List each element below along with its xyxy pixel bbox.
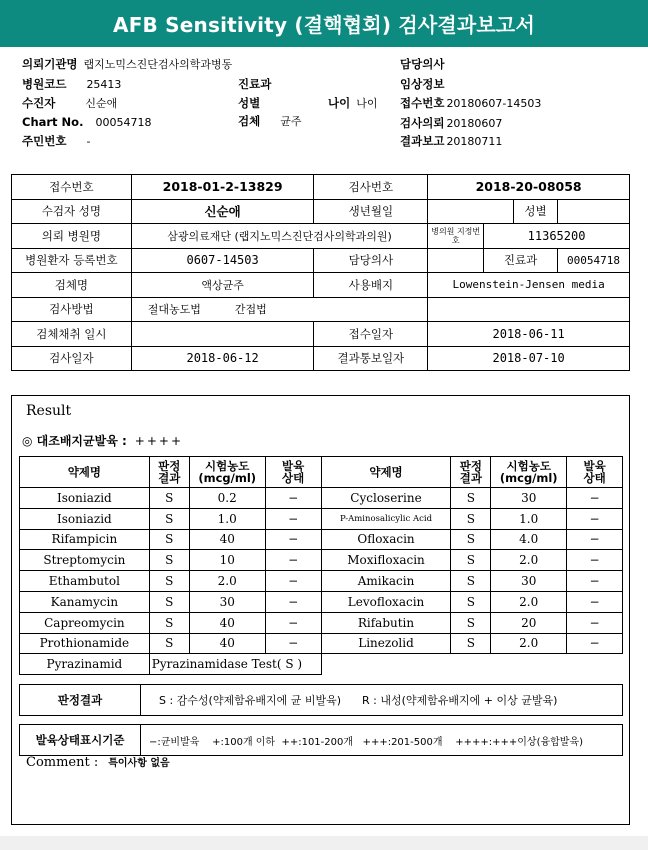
collect-label: 검체채취 일시 bbox=[12, 322, 132, 347]
growth-status: − bbox=[567, 612, 623, 633]
judge-result: S bbox=[451, 529, 491, 550]
hdr-request: 검사의뢰 20180607 bbox=[400, 116, 503, 130]
drug-name: Ofloxacin bbox=[321, 529, 451, 550]
drug-name: Isoniazid bbox=[20, 508, 150, 529]
judge-header-2: 판정 결과 bbox=[451, 457, 491, 488]
hdr-rrn: 주민번호 - bbox=[22, 134, 91, 148]
pza-value: Pyrazinamidase Test( S ) bbox=[149, 654, 321, 675]
specimen-name: 액상균주 bbox=[131, 273, 314, 298]
test-concentration: 30 bbox=[491, 488, 567, 509]
received-label: 접수일자 bbox=[314, 322, 428, 347]
hdr-chart: Chart No. 00054718 bbox=[22, 115, 152, 129]
growth-status: − bbox=[567, 508, 623, 529]
judge-legend-text: S : 감수성(약제함유배지에 균 비발육) R : 내성(약제함유배지에 + 이상 균발육) bbox=[141, 685, 623, 716]
test-concentration: 2.0 bbox=[491, 550, 567, 571]
test-concentration: 30 bbox=[189, 591, 265, 612]
sensitivity-table bbox=[19, 456, 623, 675]
drug-name: Cycloserine bbox=[321, 488, 451, 509]
result-label: Result bbox=[26, 403, 72, 419]
judge-result: S bbox=[451, 571, 491, 592]
name-label: 수검자 성명 bbox=[12, 199, 132, 224]
judge-legend-label: 판정결과 bbox=[20, 685, 141, 716]
exam-date: 2018-06-12 bbox=[131, 346, 314, 371]
growth-status: − bbox=[567, 571, 623, 592]
test-concentration: 2.0 bbox=[189, 571, 265, 592]
judge-result: S bbox=[451, 488, 491, 509]
test-concentration: 40 bbox=[189, 612, 265, 633]
hdr-clinical: 임상정보 bbox=[400, 77, 445, 91]
judge-result: S bbox=[451, 550, 491, 571]
hdr-patient: 수진자 신순애 bbox=[22, 96, 118, 110]
drug-row bbox=[20, 633, 623, 654]
drug-row bbox=[20, 529, 623, 550]
hdr-hospital: 의뢰기관명 랩지노믹스진단검사의학과병동 bbox=[22, 57, 233, 71]
drug-row bbox=[20, 488, 623, 509]
growth-status: − bbox=[265, 591, 321, 612]
growth-status: − bbox=[265, 488, 321, 509]
method-label: 검사방법 bbox=[12, 297, 132, 322]
test-concentration: 2.0 bbox=[491, 591, 567, 612]
drug-name: Levofloxacin bbox=[321, 591, 451, 612]
exam-no-label: 검사번호 bbox=[314, 175, 428, 200]
judge-result: S bbox=[149, 571, 189, 592]
hdr-code: 병원코드 25413 bbox=[22, 77, 122, 91]
legend-table bbox=[19, 684, 623, 756]
patient-name: 신순애 bbox=[131, 199, 314, 224]
test-concentration: 1.0 bbox=[491, 508, 567, 529]
hdr-specimen: 검체 균주 bbox=[238, 114, 302, 128]
test-concentration: 4.0 bbox=[491, 529, 567, 550]
judge-result: S bbox=[451, 612, 491, 633]
judge-result: S bbox=[451, 633, 491, 654]
hdr-doctor: 담당의사 bbox=[400, 57, 445, 71]
receipt-no: 2018-01-2-13829 bbox=[131, 175, 314, 200]
growth-status: − bbox=[265, 508, 321, 529]
drug-row bbox=[20, 508, 623, 529]
growth-status: − bbox=[567, 488, 623, 509]
dept-label: 진료과 bbox=[484, 248, 558, 273]
test-concentration: 2.0 bbox=[491, 633, 567, 654]
judge-result: S bbox=[149, 529, 189, 550]
growth-status: − bbox=[567, 529, 623, 550]
judge-header: 판정 결과 bbox=[149, 457, 189, 488]
growth-status: − bbox=[567, 591, 623, 612]
received-date: 2018-06-11 bbox=[428, 322, 630, 347]
drug-row bbox=[20, 550, 623, 571]
reg-label: 병원환자 등록번호 bbox=[12, 248, 132, 273]
hdr-sex: 성별 bbox=[238, 96, 261, 110]
hdr-dept: 진료과 bbox=[238, 77, 272, 91]
growth-status: − bbox=[567, 633, 623, 654]
patient-info-table bbox=[11, 174, 630, 371]
hospital-name: 삼광의료재단 (랩지노믹스진단검사의학과의원) bbox=[131, 224, 427, 249]
designated-label: 병의원 지정번호 bbox=[428, 224, 484, 249]
notify-date: 2018-07-10 bbox=[428, 346, 630, 371]
drug-header-2: 약제명 bbox=[321, 457, 451, 488]
judge-result: S bbox=[149, 591, 189, 612]
hdr-receipt: 접수번호 20180607-14503 bbox=[400, 96, 542, 110]
control-growth: ◎ 대조배지균발육 : ++++ bbox=[22, 434, 183, 448]
test-concentration: 20 bbox=[491, 612, 567, 633]
bottom-bar bbox=[0, 836, 648, 850]
judge-result: S bbox=[149, 633, 189, 654]
growth-status: − bbox=[265, 612, 321, 633]
growth-status: − bbox=[265, 571, 321, 592]
conc-header: 시험농도 (mcg/ml) bbox=[189, 457, 265, 488]
doctor-label: 담당의사 bbox=[314, 248, 428, 273]
drug-header: 약제명 bbox=[20, 457, 150, 488]
sex-value bbox=[557, 199, 629, 224]
sex-label: 성별 bbox=[514, 199, 558, 224]
test-concentration: 0.2 bbox=[189, 488, 265, 509]
method-blank bbox=[428, 297, 630, 322]
drug-name: Capreomycin bbox=[20, 612, 150, 633]
receipt-no-label: 접수번호 bbox=[12, 175, 132, 200]
media-label: 사용배지 bbox=[314, 273, 428, 298]
test-concentration: 40 bbox=[189, 633, 265, 654]
drug-name: Kanamycin bbox=[20, 591, 150, 612]
drug-row bbox=[20, 571, 623, 592]
drug-row bbox=[20, 612, 623, 633]
judge-result: S bbox=[149, 612, 189, 633]
growth-legend-label: 발육상태표시기준 bbox=[20, 725, 141, 756]
growth-header-2: 발육 상태 bbox=[567, 457, 623, 488]
growth-status: − bbox=[567, 550, 623, 571]
judge-result: S bbox=[149, 550, 189, 571]
exam-no: 2018-20-08058 bbox=[428, 175, 630, 200]
method-value: 절대농도법 간접법 bbox=[131, 297, 427, 322]
test-concentration: 30 bbox=[491, 571, 567, 592]
drug-name: Rifabutin bbox=[321, 612, 451, 633]
drug-name: Ethambutol bbox=[20, 571, 150, 592]
growth-header: 발육 상태 bbox=[265, 457, 321, 488]
birth-label: 생년월일 bbox=[314, 199, 428, 224]
test-concentration: 1.0 bbox=[189, 508, 265, 529]
growth-status: − bbox=[265, 550, 321, 571]
exam-date-label: 검사일자 bbox=[12, 346, 132, 371]
doctor-value bbox=[428, 248, 484, 273]
drug-name: Amikacin bbox=[321, 571, 451, 592]
drug-name: P-Aminosalicylic Acid bbox=[321, 508, 451, 529]
collect-value bbox=[131, 322, 314, 347]
drug-name: Streptomycin bbox=[20, 550, 150, 571]
dept-value: 00054718 bbox=[557, 248, 629, 273]
growth-status: − bbox=[265, 633, 321, 654]
hospital-label: 의뢰 병원명 bbox=[12, 224, 132, 249]
pza-label: Pyrazinamid bbox=[20, 654, 150, 675]
growth-status: − bbox=[265, 529, 321, 550]
drug-name: Prothionamide bbox=[20, 633, 150, 654]
media-name: Lowenstein-Jensen media bbox=[428, 273, 630, 298]
judge-result: S bbox=[149, 488, 189, 509]
drug-name: Moxifloxacin bbox=[321, 550, 451, 571]
reg-no: 0607-14503 bbox=[131, 248, 314, 273]
notify-label: 결과통보일자 bbox=[314, 346, 428, 371]
drug-row bbox=[20, 591, 623, 612]
test-concentration: 40 bbox=[189, 529, 265, 550]
judge-result: S bbox=[149, 508, 189, 529]
sensitivity-header bbox=[20, 457, 623, 488]
judge-result: S bbox=[451, 591, 491, 612]
test-concentration: 10 bbox=[189, 550, 265, 571]
judge-result: S bbox=[451, 508, 491, 529]
conc-header-2: 시험농도 (mcg/ml) bbox=[491, 457, 567, 488]
pza-blank bbox=[321, 654, 622, 675]
drug-name: Linezolid bbox=[321, 633, 451, 654]
hdr-age: 나이 나이 bbox=[328, 96, 378, 110]
drug-name: Isoniazid bbox=[20, 488, 150, 509]
birth-value bbox=[428, 199, 514, 224]
report-title: AFB Sensitivity (결핵협회) 검사결과보고서 bbox=[0, 0, 648, 47]
specimen-label: 검체명 bbox=[12, 273, 132, 298]
hdr-report: 결과보고 20180711 bbox=[400, 134, 503, 148]
growth-legend-text: −:균비발육 +:100개 이하 ++:101-200개 +++:201-500개 ++++:+++이상(융합발육) bbox=[141, 725, 623, 756]
comment: Comment : 특이사항 없음 bbox=[26, 755, 170, 770]
designated-no: 11365200 bbox=[484, 224, 630, 249]
drug-name: Rifampicin bbox=[20, 529, 150, 550]
